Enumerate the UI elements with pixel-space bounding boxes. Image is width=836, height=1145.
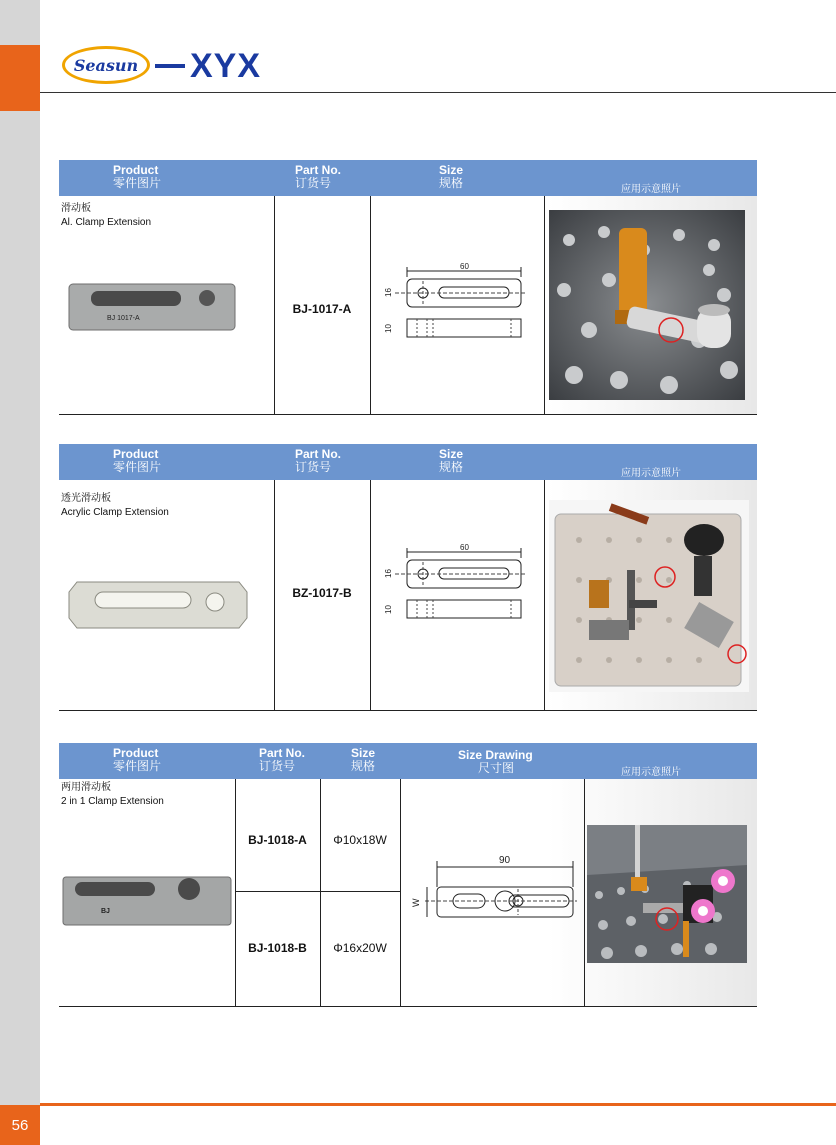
dim-height: 10 <box>384 324 393 333</box>
part-number: BZ-1017-B <box>292 586 352 600</box>
size-drawing <box>405 853 581 933</box>
product-table-2 <box>59 444 757 711</box>
col-size: Size 规格 <box>439 163 464 190</box>
col-partno: Part No. 订货号 <box>295 163 342 190</box>
page-number: 56 <box>0 1105 40 1145</box>
product-image <box>61 875 233 927</box>
dim-width: 16 <box>384 569 393 578</box>
col-size: Size 规格 <box>439 447 464 474</box>
product-name: 两用滑动板 2 in 1 Clamp Extension <box>61 782 164 807</box>
seasun-logo <box>62 46 150 84</box>
header-rule <box>40 92 836 93</box>
col-photo: 应用示意照片 <box>621 184 681 195</box>
logo-dash <box>155 64 185 68</box>
dim-height: 10 <box>384 605 393 614</box>
table-header <box>59 444 757 480</box>
brand-title: XYX <box>190 47 262 85</box>
size-drawing <box>377 542 537 632</box>
application-photo <box>587 825 747 963</box>
col-product: Product 零件图片 <box>113 447 162 474</box>
table-body <box>59 779 757 1007</box>
dim-length: 60 <box>460 262 469 271</box>
logo-text: Seasun <box>73 55 139 75</box>
application-photo <box>549 500 749 692</box>
product-table-1 <box>59 160 757 415</box>
size-b: Φ16x20W <box>333 941 387 955</box>
dim-length: 60 <box>460 543 469 552</box>
page-sidebar <box>0 0 40 1145</box>
product-name: 透光滑动板 Acrylic Clamp Extension <box>61 493 169 518</box>
engraving: BJ 1017-A <box>107 315 140 322</box>
table-header <box>59 160 757 196</box>
chapter-tab <box>0 45 40 111</box>
part-number: BJ-1017-A <box>292 302 352 316</box>
footer-rule <box>40 1103 836 1106</box>
dim-length: 90 <box>499 855 511 866</box>
table-body <box>59 480 757 711</box>
size-drawing <box>377 261 537 351</box>
product-table-3 <box>59 743 757 1007</box>
col-photo: 应用示意照片 <box>621 468 681 479</box>
col-size: Size 规格 <box>351 746 376 773</box>
col-product: Product 零件图片 <box>113 163 162 190</box>
col-partno: Part No. 订货号 <box>295 447 342 474</box>
dim-width: W <box>411 898 421 907</box>
engraving: BJ <box>101 908 110 915</box>
product-image <box>67 282 237 332</box>
product-name: 滑动板 Al. Clamp Extension <box>61 203 152 228</box>
product-image <box>67 580 247 630</box>
col-photo: 应用示意照片 <box>621 767 681 778</box>
table-body <box>59 196 757 415</box>
table-header <box>59 743 757 779</box>
application-photo <box>549 210 745 400</box>
col-drawing: Size Drawing 尺寸图 <box>458 748 533 775</box>
col-partno: Part No. 订货号 <box>259 746 306 773</box>
col-product: Product 零件图片 <box>113 746 162 773</box>
dim-width: 16 <box>384 288 393 297</box>
size-a: Φ10x18W <box>333 833 387 847</box>
part-number-a: BJ-1018-A <box>248 833 307 847</box>
part-number-b: BJ-1018-B <box>248 941 307 955</box>
